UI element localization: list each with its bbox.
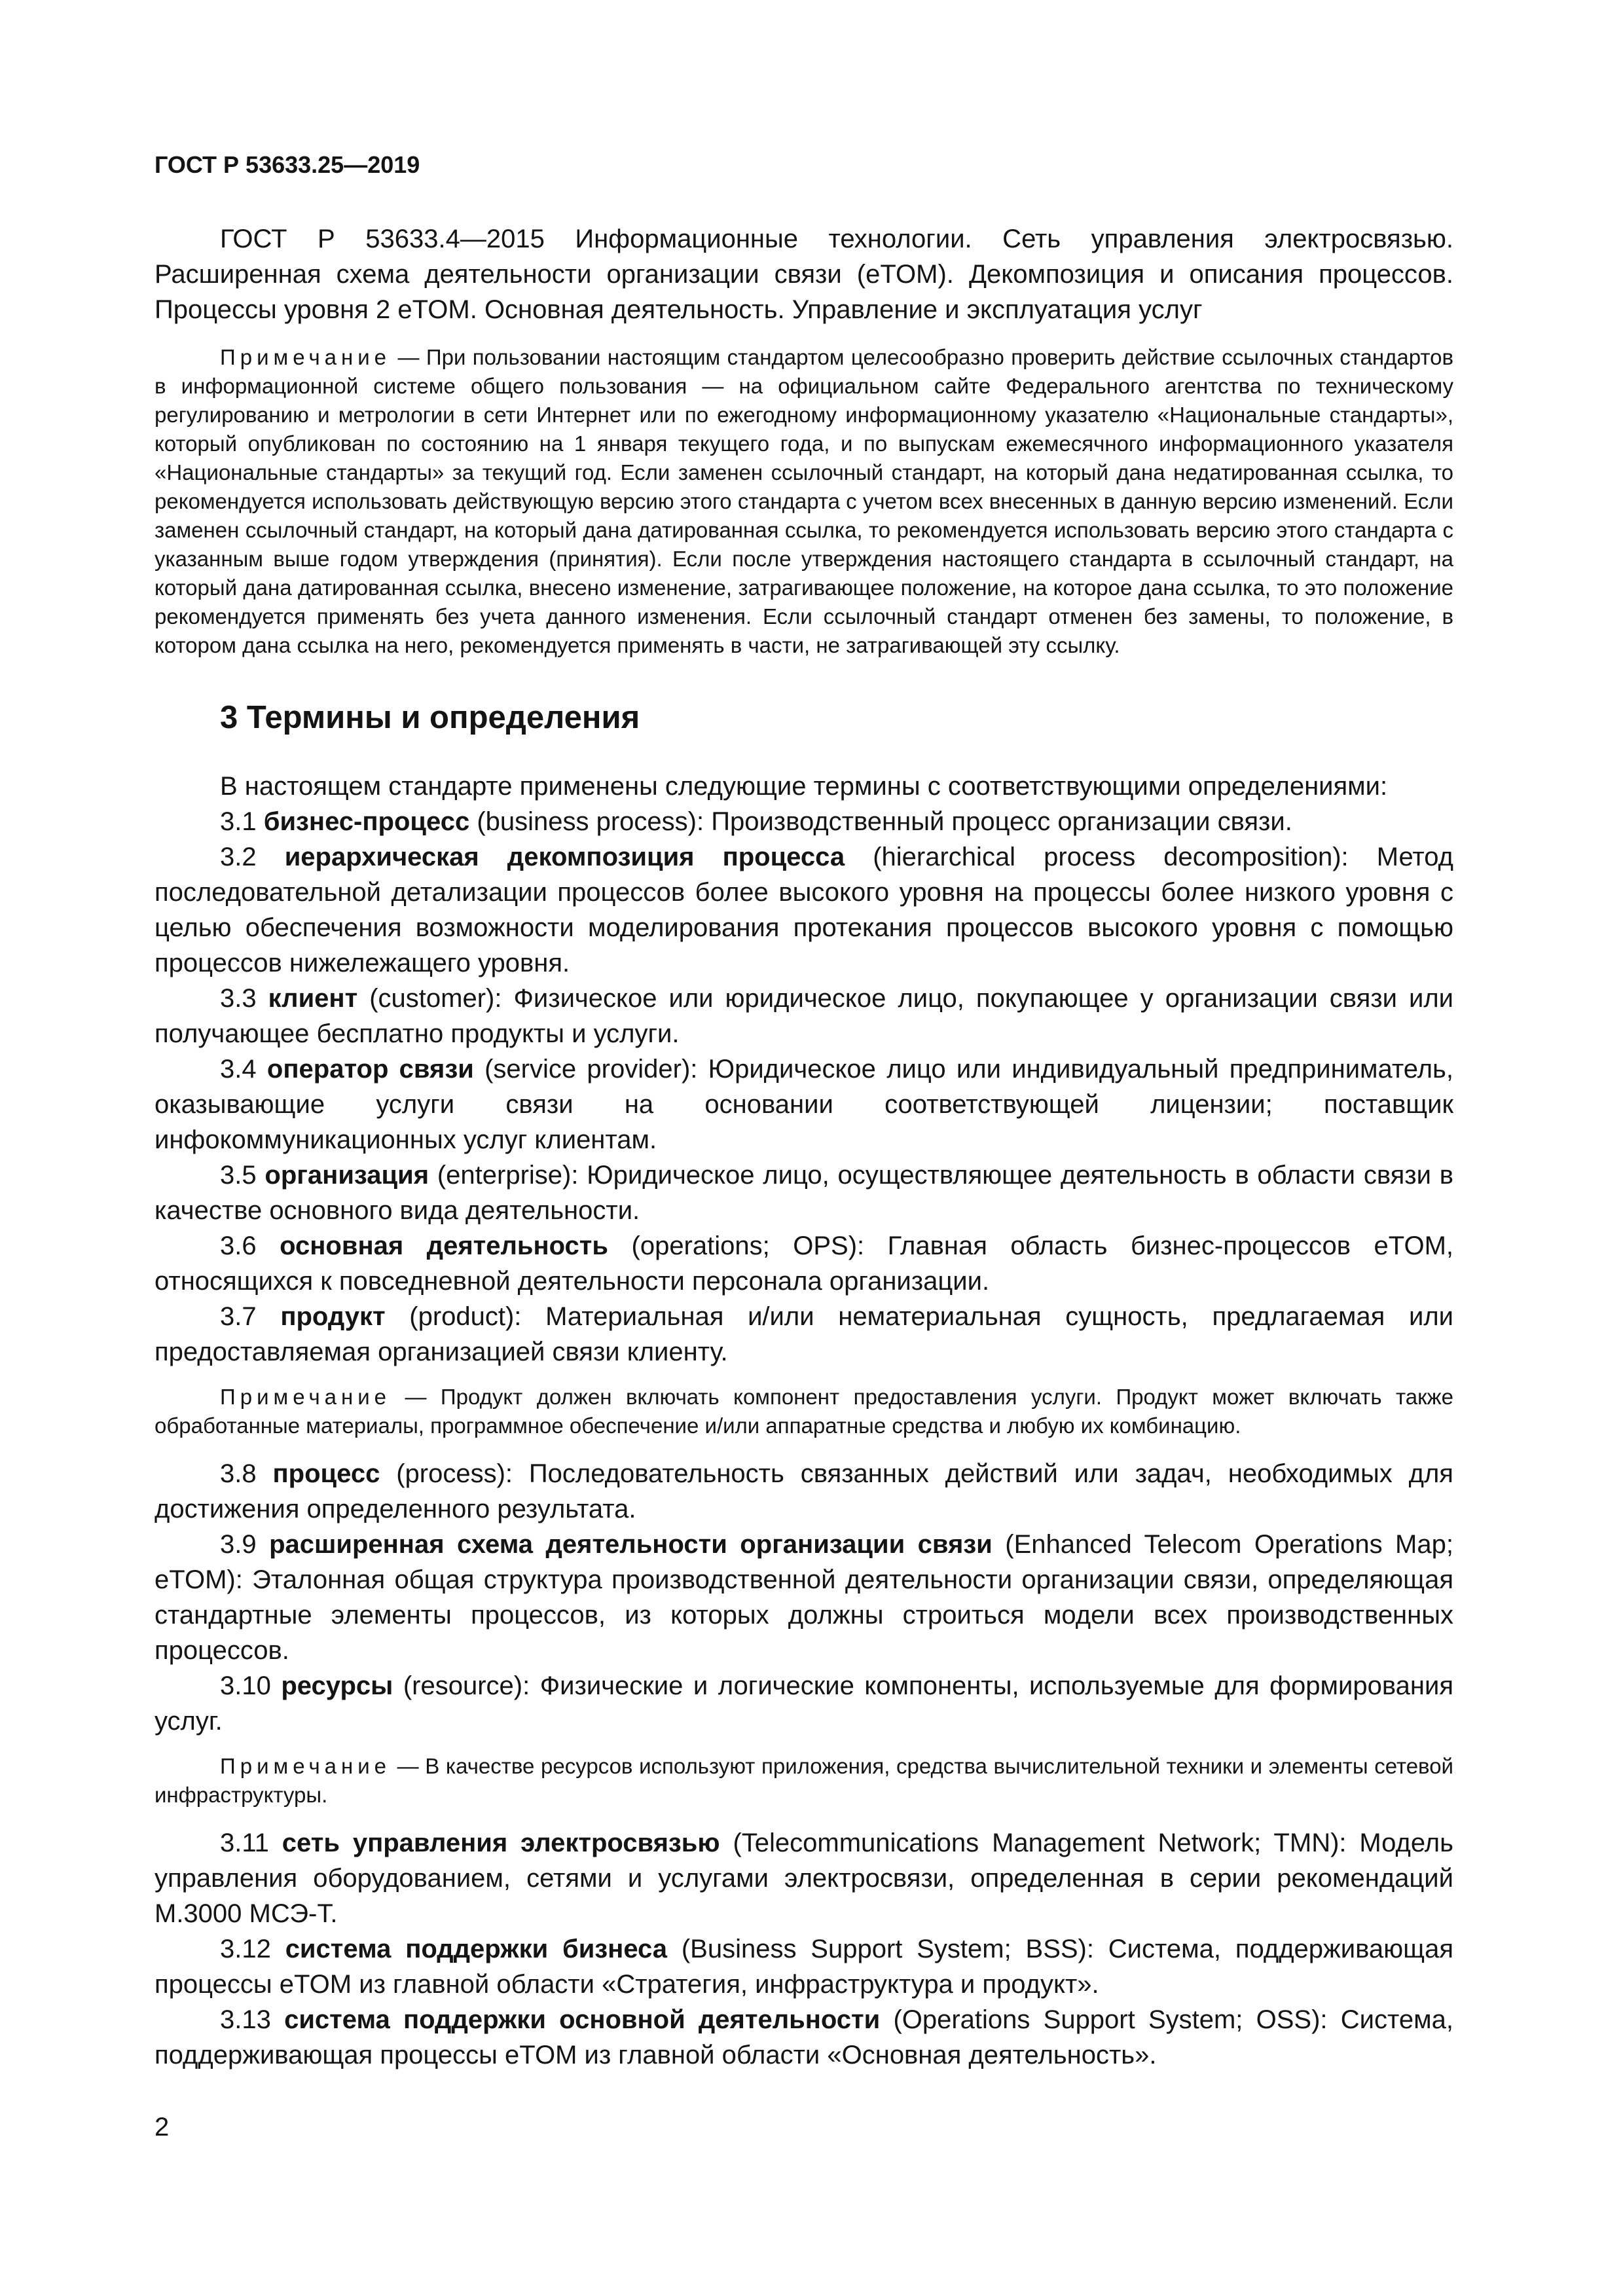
term-entry: 3.3 клиент (customer): Физическое или юридическое лицо, покупающее у организации связи или получающее бесплатно продукты и услуги. bbox=[155, 984, 1454, 1048]
term-name: ресурсы bbox=[281, 1671, 393, 1700]
term-name: иерархическая декомпозиция процесса bbox=[284, 843, 845, 871]
term-name: оператор связи bbox=[266, 1055, 474, 1084]
page-number: 2 bbox=[155, 2113, 170, 2141]
page-content bbox=[155, 221, 1453, 2073]
term-entry: 3.6 основная деятельность (operations; OPS): Главная область бизнес-процессов eTOM, относящихся к повседневной деятельности персонала организации. bbox=[155, 1231, 1453, 1296]
note-text: При пользовании настоящим стандартом целесообразно проверить действие ссылочных стандартов в информационной системе общего пользования — на официальном сайте Федерального агентства по техническому регулированию и метрологии в сети Интернет или по ежегодному информационному указателю «Национальные стандарты», который опубликован по состоянию на 1 января текущего года, и по выпускам ежемесячного информационного указателя «Национальные стандарты» за текущий год. Если заменен ссылочный стандарт, на который дана недатированная ссылка, то рекомендуется использовать действующую версию этого стандарта с учетом всех внесенных в данную версию изменений. Если заменен ссылочный стандарт, на который дана датированная ссылка, то рекомендуется использовать версию этого стандарта с указанным выше годом утверждения (принятия). Если после утверждения настоящего стандарта в ссылочный стандарт, на который дана датированная ссылка, внесено изменение, затрагивающее положение, на которое дана ссылка, то это положение рекомендуется применять без учета данного изменения. Если ссылочный стандарт отменен без замены, то положение, в котором дана ссылка на него, рекомендуется применять в части, не затрагивающей эту ссылку. bbox=[155, 345, 1453, 657]
term-entry: 3.12 система поддержки бизнеса (Business Support System; BSS): Система, поддерживающая процессы eTOM из главной области «Стратегия, инфраструктура и продукт». bbox=[155, 1935, 1453, 1999]
term-entry: 3.2 иерархическая декомпозиция процесса (hierarchical process decomposition): Метод последовательной детализации процессов более высокого уровня на процессы более низкого уровня с целью обеспечения возможности моделирования протекания процессов высокого уровня с помощью процессов нижележащего уровня. bbox=[155, 843, 1453, 977]
term-name: расширенная схема деятельности организации связи bbox=[269, 1530, 993, 1559]
term-name: система поддержки бизнеса bbox=[285, 1935, 668, 1963]
note-label: Примечание bbox=[220, 1754, 392, 1778]
term-name: клиент bbox=[268, 984, 358, 1013]
product-note: Примечание — Продукт должен включать компонент предоставления услуги. Продукт может включать также обработанные материалы, программное обеспечение и/или аппаратные средства и любую их комбинацию. bbox=[155, 1385, 1453, 1438]
term-name: бизнес-процесс bbox=[263, 807, 470, 836]
term-name: продукт bbox=[280, 1302, 386, 1331]
term-entry: 3.9 расширенная схема деятельности организации связи (Enhanced Telecom Operations Map; eTOM): Эталонная общая структура производственной деятельности организации связи, определяющая стандартные элементы процессов, из которых должны строиться модели всех производственных процессов. bbox=[155, 1530, 1453, 1665]
term-entry: 3.8 процесс (process): Последовательность связанных действий или задач, необходимых для достижения определенного результата. bbox=[155, 1459, 1453, 1523]
term-entry: 3.13 система поддержки основной деятельности (Operations Support System; OSS): Система, поддерживающая процессы eTOM из главной области «Основная деятельность». bbox=[155, 2005, 1453, 2069]
note-label: Примечание bbox=[220, 1385, 392, 1409]
term-name: организация bbox=[264, 1161, 429, 1190]
note-label: Примечание bbox=[220, 345, 392, 369]
term-entry: 3.1 бизнес-процесс (business process): Производственный процесс организации связи. bbox=[220, 807, 1292, 836]
term-name: процесс bbox=[272, 1459, 380, 1488]
term-entry: 3.10 ресурсы (resource): Физические и логические компоненты, используемые для формирования услуг. bbox=[155, 1671, 1454, 1736]
note-text: В качестве ресурсов используют приложения, средства вычислительной техники и элементы сетевой инфраструктуры. bbox=[155, 1754, 1453, 1807]
reference-note: Примечание — При пользовании настоящим стандартом целесообразно проверить действие ссылочных стандартов в информационной системе общего пользования — на официальном сайте Федерального агентства по техническому регулированию и метрологии в сети Интернет или по ежегодному информационному указателю «Национальные стандарты», который опубликован по состоянию на 1 января текущего года, и по выпускам ежемесячного информационного указателя «Национальные стандарты» за текущий год. Если заменен ссылочный стандарт, на который дана недатированная ссылка, то рекомендуется использовать действующую версию этого стандарта с учетом всех внесенных в данную версию изменений. Если заменен ссылочный стандарт, на который дана датированная ссылка, то рекомендуется использовать версию этого стандарта с указанным выше годом утверждения (принятия). Если после утверждения настоящего стандарта в ссылочный стандарт, на который дана датированная ссылка, внесено изменение, затрагивающее положение, на которое дана ссылка, то это положение рекомендуется применять без учета данного изменения. Если ссылочный стандарт отменен без замены, то положение, в котором дана ссылка на него, рекомендуется применять в части, не затрагивающей эту ссылку. bbox=[155, 345, 1453, 657]
term-name: сеть управления электросвязью bbox=[282, 1829, 720, 1857]
term-name: система поддержки основной деятельности bbox=[284, 2005, 881, 2034]
term-entry: 3.7 продукт (product): Материальная и/или нематериальная сущность, предлагаемая или предоставляемая организацией связи клиенту. bbox=[155, 1302, 1453, 1366]
term-entry: 3.5 организация (enterprise): Юридическое лицо, осуществляющее деятельность в области связи в качестве основного вида деятельности. bbox=[155, 1161, 1453, 1225]
resources-note: Примечание — В качестве ресурсов используют приложения, средства вычислительной техники и элементы сетевой инфраструктуры. bbox=[155, 1754, 1453, 1807]
section-heading: 3 Термины и определения bbox=[220, 700, 640, 735]
normative-reference-paragraph: ГОСТ Р 53633.4—2015 Информационные технологии. Сеть управления электросвязью. Расширенная схема деятельности организации связи (eTOM). Декомпозиция и описания процессов. Процессы уровня 2 eTOM. Основная деятельность. Управление и эксплуатация услуг bbox=[155, 225, 1453, 324]
note-text: Продукт должен включать компонент предоставления услуги. Продукт может включать также обработанные материалы, программное обеспечение и/или аппаратные средства и любую их комбинацию. bbox=[155, 1385, 1453, 1438]
term-entry: 3.4 оператор связи (service provider): Юридическое лицо или индивидуальный предприниматель, оказывающие услуги связи на основании соответствующей лицензии; поставщик инфокоммуникационных услуг клиентам. bbox=[155, 1055, 1453, 1154]
document-header-title: ГОСТ Р 53633.25—2019 bbox=[155, 151, 420, 178]
term-name: основная деятельность bbox=[280, 1231, 608, 1260]
term-entry: 3.11 сеть управления электросвязью (Telecommunications Management Network; TMN): Модель управления оборудованием, сетями и услугами электросвязи, определенная в серии рекомендаций М.3000 МСЭ-Т. bbox=[155, 1829, 1453, 1928]
section-intro: В настоящем стандарте применены следующие термины с соответствующими определениями: bbox=[220, 772, 1388, 801]
